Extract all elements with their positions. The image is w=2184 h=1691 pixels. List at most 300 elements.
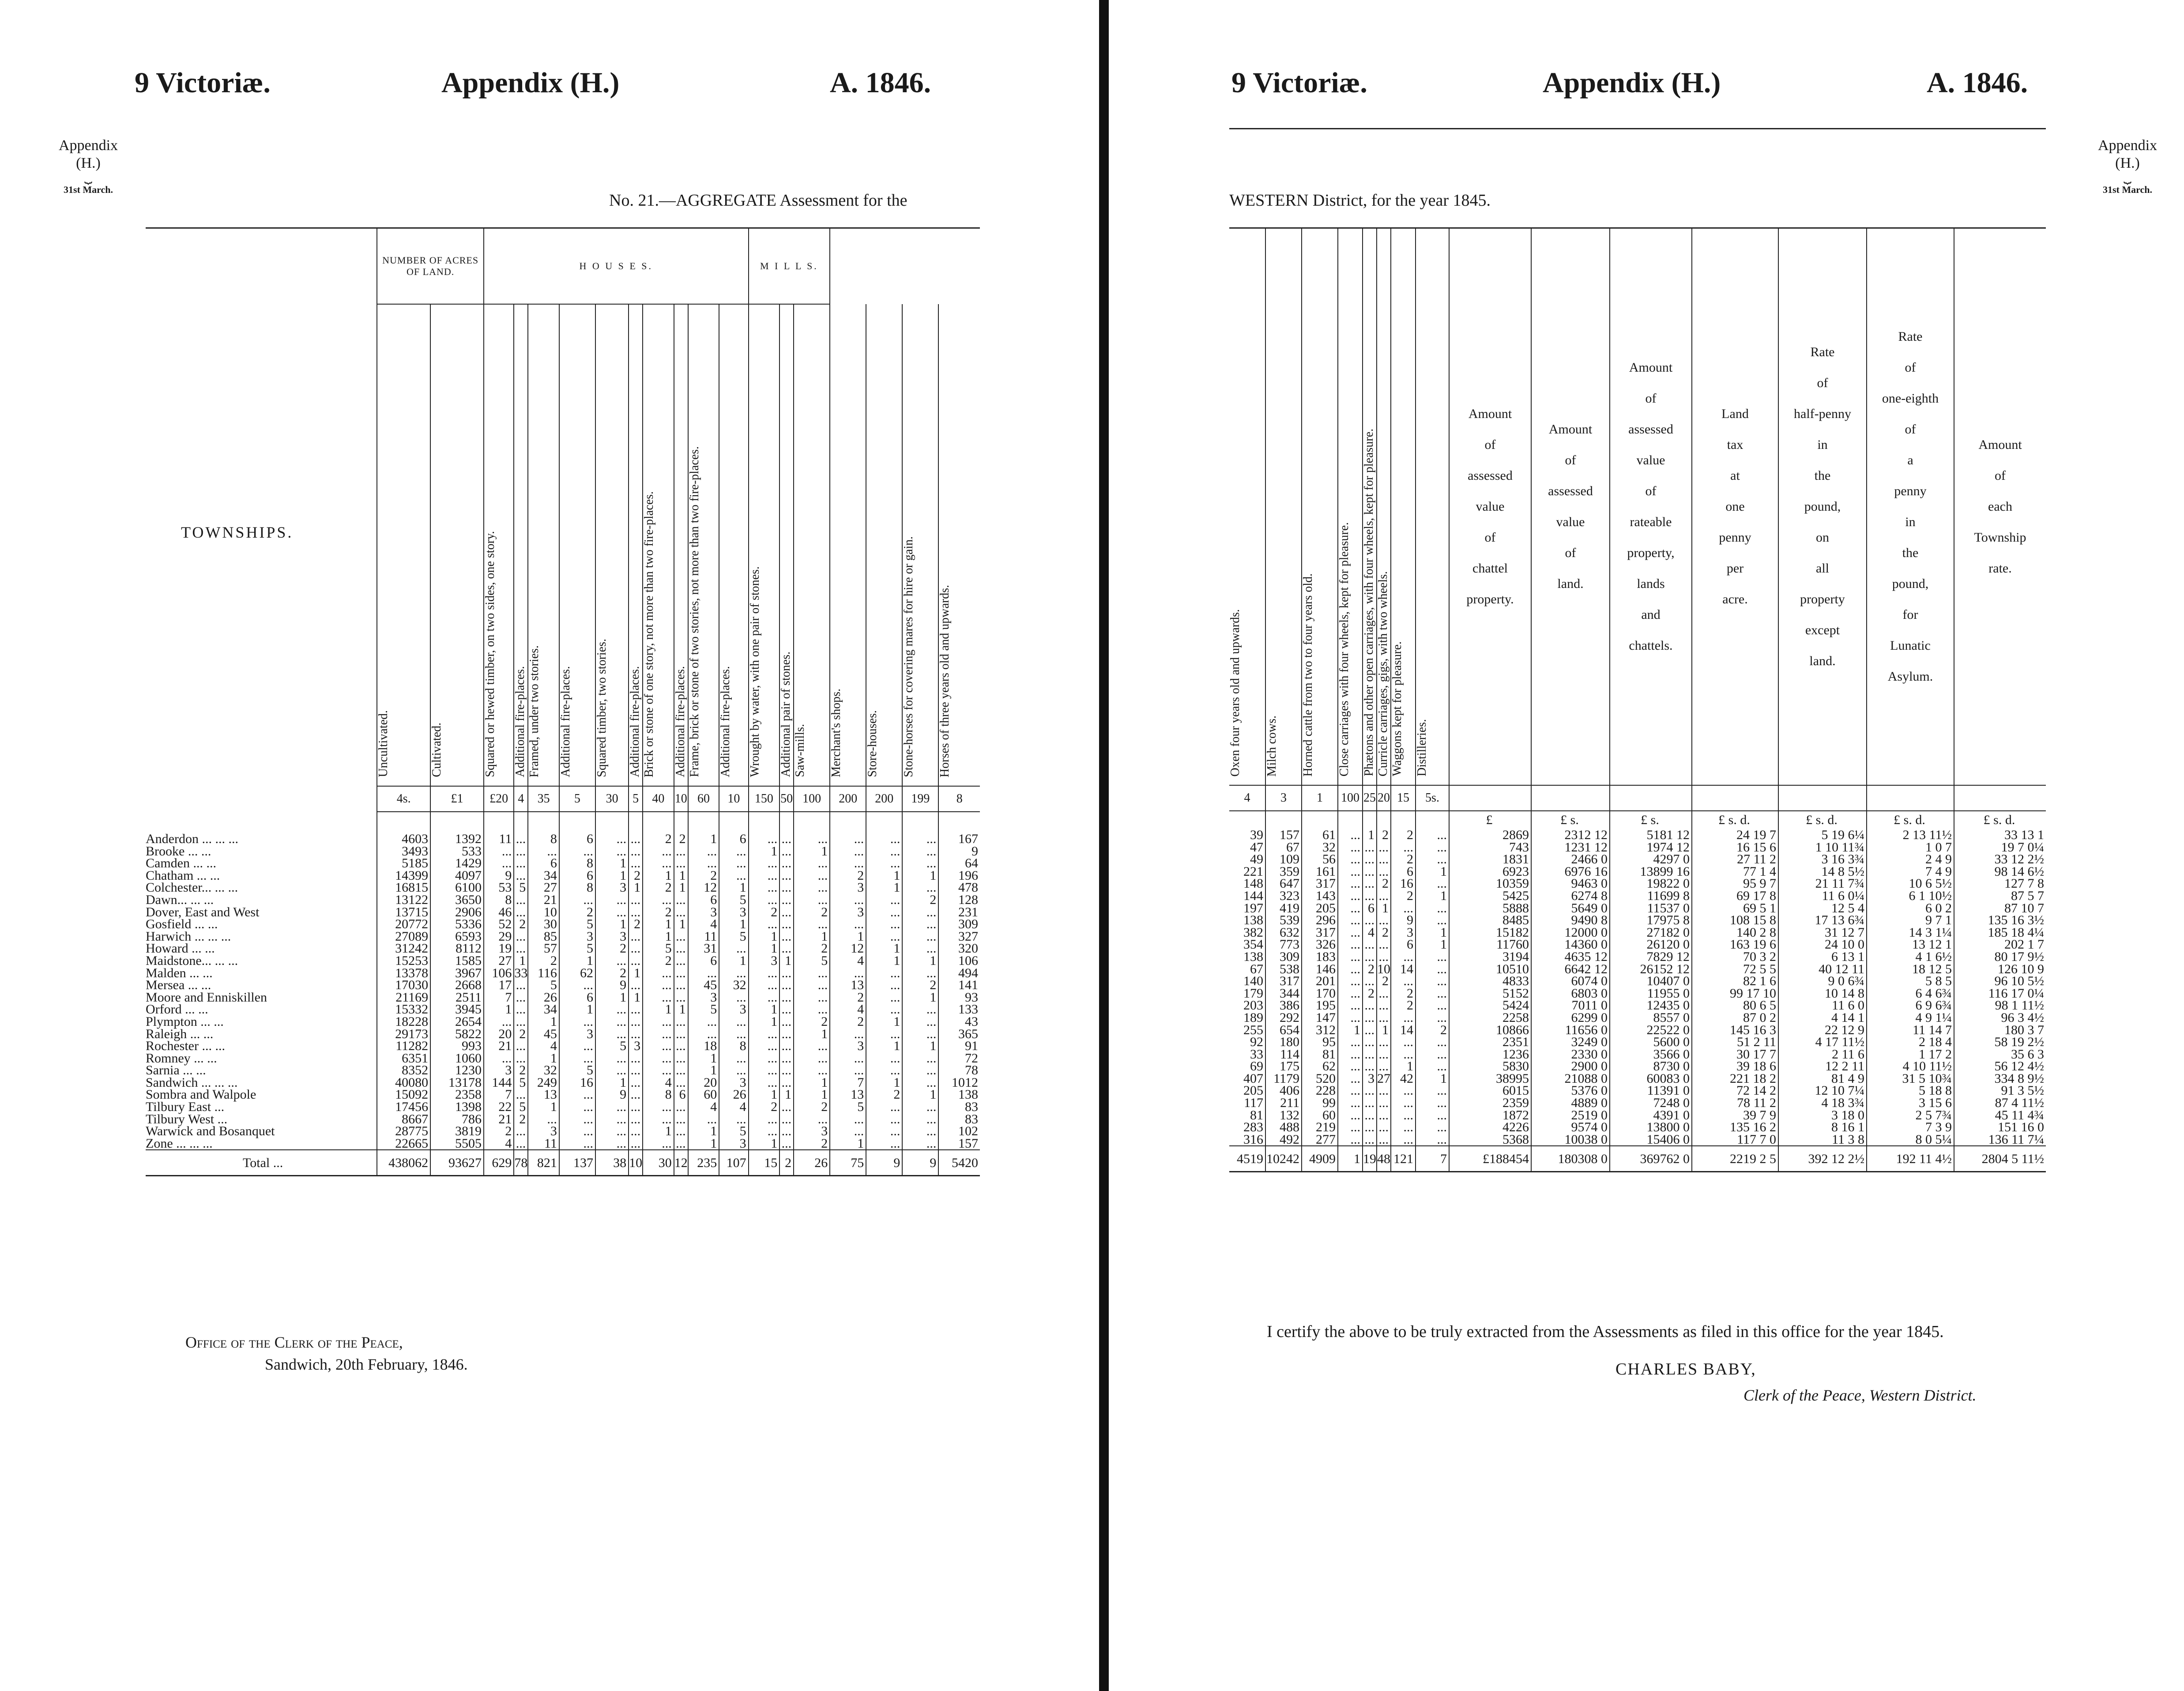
table-cell: 1: [1363, 829, 1377, 841]
table-cell: 138: [1243, 913, 1263, 928]
table-cell: ...: [643, 1028, 674, 1040]
table-cell: ...: [866, 894, 902, 906]
table-cell: 6074 0: [1531, 975, 1610, 987]
table-cell: ...: [643, 1064, 674, 1077]
township-name: Zone ... ... ...: [146, 1136, 213, 1151]
total-cell: 78: [514, 1150, 528, 1176]
table-cell: 354: [1243, 937, 1263, 952]
column-label: Horned cattle from two to four years old.: [1301, 573, 1315, 776]
table-cell: ...: [514, 1088, 528, 1101]
table-cell: ...: [595, 1137, 629, 1150]
table-row: [146, 955, 980, 967]
table-cell: 9: [484, 870, 514, 882]
table-cell: ...: [514, 906, 528, 919]
table-cell: 2258: [1449, 1012, 1531, 1024]
table-cell: ...: [1363, 1085, 1377, 1097]
units-label: £ s. d.: [1778, 811, 1867, 829]
table-cell: ...: [629, 1101, 643, 1113]
table-cell: 1: [528, 1052, 559, 1065]
table-cell: ...: [1416, 1036, 1449, 1048]
table-cell: 95 9 7: [1692, 878, 1778, 890]
table-cell: 11 6 0¼: [1778, 890, 1867, 902]
table-cell: ...: [1416, 902, 1449, 915]
table-cell: 5368: [1449, 1134, 1531, 1146]
table-cell: 4: [484, 1137, 514, 1150]
table-cell: ...: [749, 857, 780, 870]
column-header: [377, 304, 430, 786]
table-cell: 3: [794, 1125, 830, 1137]
table-cell: 2: [1391, 987, 1416, 1000]
table-cell: ...: [559, 1040, 595, 1052]
table-cell: 6976 16: [1531, 866, 1610, 878]
table-cell: 18 12 5: [1867, 963, 1954, 975]
total-cell: 9: [866, 1150, 902, 1176]
table-cell: ...: [595, 1016, 629, 1028]
table-cell: 6923: [1449, 866, 1531, 878]
column-rate: £1: [430, 786, 484, 812]
table-cell: 83: [938, 1113, 980, 1126]
table-cell: 1: [643, 1125, 674, 1137]
table-cell: ...: [866, 906, 902, 919]
table-cell: 62: [559, 967, 595, 979]
table-cell: 140: [1243, 974, 1263, 989]
column-rate: 50: [779, 786, 794, 812]
table-cell: 117: [1244, 1096, 1263, 1111]
table-cell: 1: [484, 1003, 514, 1016]
total-cell: 9: [902, 1150, 938, 1176]
table-cell: ...: [1338, 841, 1363, 854]
table-cell: 140 2 8: [1692, 926, 1778, 939]
column-label: Horses of three years old and upwards.: [938, 584, 952, 777]
table-cell: 3: [830, 1040, 866, 1052]
table-cell: 17 13 6¾: [1778, 914, 1867, 926]
table-cell: ...: [514, 894, 528, 906]
table-cell: 1230: [430, 1064, 484, 1077]
table-row: [1229, 1097, 2046, 1109]
table-cell: ...: [866, 1137, 902, 1150]
table-cell: 2: [1377, 878, 1391, 890]
group-acres: NUMBER OF ACRES OF LAND.: [377, 229, 484, 304]
table-cell: 10407 0: [1610, 975, 1692, 987]
table-cell: ...: [794, 918, 830, 930]
column-rate: 25: [1363, 785, 1377, 811]
table-cell: ...: [1391, 951, 1416, 963]
table-cell: ...: [1377, 951, 1391, 963]
table-row: [1229, 1012, 2046, 1024]
table-cell: 2351: [1449, 1036, 1531, 1048]
table-cell: ...: [1377, 890, 1391, 902]
table-cell: 16815: [377, 881, 430, 894]
table-cell: ...: [1338, 1036, 1363, 1048]
table-cell: ...: [595, 1101, 629, 1113]
table-cell: ...: [674, 845, 688, 858]
table-cell: 14: [1391, 1024, 1416, 1036]
table-cell: 221: [1243, 864, 1263, 879]
table-cell: 133: [938, 1003, 980, 1016]
table-cell: ...: [674, 979, 688, 991]
township-name: Romney ... ...: [146, 1051, 217, 1066]
table-cell: ...: [866, 1113, 902, 1126]
table-cell: ...: [794, 1052, 830, 1065]
table-cell: 309: [1265, 951, 1302, 963]
column-rate: 100: [1338, 785, 1363, 811]
table-cell: 2359: [1449, 1097, 1531, 1109]
column-rate: 3: [1265, 785, 1302, 811]
column-header: [674, 304, 688, 786]
table-cell: 5: [688, 1003, 719, 1016]
table-cell: 12000 0: [1531, 926, 1610, 939]
table-cell: 31242: [377, 942, 430, 955]
table-cell: 3 15 6: [1867, 1097, 1954, 1109]
total-cell: 369762 0: [1610, 1146, 1692, 1172]
table-cell: 98 1 11½: [1954, 999, 2046, 1012]
table-cell: 3: [749, 955, 780, 967]
table-cell: ...: [1377, 1085, 1391, 1097]
table-cell: 10: [1377, 961, 1390, 976]
table-cell: 6 1 10½: [1867, 890, 1954, 902]
column-label: Waggons kept for pleasure.: [1390, 641, 1404, 776]
table-cell: 1: [902, 1040, 938, 1052]
column-rate: 5: [559, 786, 595, 812]
appendix-header: Appendix (H.): [441, 67, 620, 99]
column-rate: 35: [528, 786, 559, 812]
table-cell: ...: [719, 1064, 748, 1077]
table-cell: ...: [629, 894, 643, 906]
table-cell: 11: [688, 930, 719, 943]
table-cell: ...: [902, 906, 938, 919]
table-cell: 18: [688, 1040, 719, 1052]
table-cell: 1: [688, 1125, 719, 1137]
table-cell: 1: [830, 1137, 866, 1150]
table-row: [1229, 999, 2046, 1012]
table-cell: 2: [902, 894, 938, 906]
table-cell: ...: [595, 1052, 629, 1065]
table-cell: 21: [484, 1113, 514, 1126]
table-cell: ...: [643, 1040, 674, 1052]
table-cell: ...: [1363, 1024, 1377, 1036]
table-cell: 1: [1416, 1073, 1449, 1085]
table-cell: ...: [1363, 1012, 1377, 1024]
table-cell: 249: [528, 1077, 559, 1089]
total-cell: 2219 2 5: [1692, 1146, 1778, 1172]
table-cell: ...: [749, 979, 780, 991]
column-rate: 100: [794, 786, 830, 812]
table-cell: 6803 0: [1531, 987, 1610, 1000]
table-cell: 1: [1416, 926, 1449, 939]
column-label: Frame, brick or stone of two stories, not more than two fire-places.: [687, 446, 701, 777]
table-cell: ...: [902, 918, 938, 930]
units-label: £ s. d.: [1692, 811, 1778, 829]
table-cell: 13: [830, 1088, 866, 1101]
table-cell: 67: [1265, 841, 1302, 854]
table-cell: 3945: [430, 1003, 484, 1016]
column-rate: 15: [1391, 785, 1416, 811]
table-row: [146, 918, 980, 930]
table-cell: 201: [1302, 975, 1338, 987]
table-cell: 2519 0: [1531, 1109, 1610, 1122]
table-cell: 8: [719, 1040, 748, 1052]
table-cell: 143: [1302, 890, 1338, 902]
table-cell: 334 8 9½: [1954, 1073, 2046, 1085]
table-cell: ...: [629, 1052, 643, 1065]
table-row: [146, 1088, 980, 1101]
table-cell: 14360 0: [1531, 938, 1610, 951]
table-cell: 211: [1265, 1097, 1302, 1109]
table-cell: 1: [866, 1040, 902, 1052]
table-cell: 27 11 2: [1692, 853, 1778, 866]
table-cell: ...: [643, 1137, 674, 1150]
table-row: [146, 991, 980, 1004]
table-cell: 1: [749, 845, 780, 858]
table-row: [1229, 926, 2046, 939]
table-cell: ...: [749, 881, 780, 894]
table-cell: 1: [528, 1101, 559, 1113]
table-cell: ...: [688, 845, 719, 858]
column-header: Amount of assessed value of land.: [1531, 229, 1610, 785]
table-cell: ...: [779, 894, 794, 906]
table-cell: ...: [514, 845, 528, 858]
table-cell: ...: [674, 1040, 688, 1052]
table-cell: 3: [559, 1028, 595, 1040]
table-cell: ...: [1363, 999, 1377, 1012]
table-cell: 5: [794, 955, 830, 967]
township-name: Plympton ... ...: [146, 1014, 224, 1029]
table-cell: 13: [830, 979, 866, 991]
table-cell: ...: [674, 1137, 688, 1150]
table-cell: 8 0 5¼: [1867, 1134, 1954, 1146]
table-cell: ...: [688, 1016, 719, 1028]
table-cell: 5376 0: [1531, 1085, 1610, 1097]
table-cell: 148: [1243, 876, 1263, 891]
table-cell: 32: [719, 979, 748, 991]
table-cell: 27182 0: [1610, 926, 1692, 939]
total-cell: 629: [484, 1150, 514, 1176]
table-cell: ...: [1416, 1048, 1449, 1061]
table-cell: 11537 0: [1610, 902, 1692, 915]
table-cell: 20772: [377, 918, 430, 930]
table-cell: ...: [866, 967, 902, 979]
table-cell: 99: [1302, 1097, 1338, 1109]
table-cell: ...: [719, 845, 748, 858]
table-cell: ...: [1338, 926, 1363, 939]
table-cell: 60: [688, 1088, 719, 1101]
table-cell: ...: [779, 967, 794, 979]
table-cell: ...: [674, 1125, 688, 1137]
table-cell: 2: [749, 906, 780, 919]
group-houses: H O U S E S.: [484, 229, 749, 304]
table-cell: ...: [1377, 1109, 1391, 1122]
margin-appendix: Appendix: [2097, 137, 2158, 154]
table-cell: 5: [719, 894, 748, 906]
table-cell: 46: [484, 906, 514, 919]
table-cell: 1429: [430, 857, 484, 870]
table-cell: ...: [595, 1113, 629, 1126]
table-cell: ...: [514, 979, 528, 991]
table-cell: 2: [1391, 853, 1416, 866]
table-cell: 1: [749, 942, 780, 955]
column-header: [1416, 229, 1449, 785]
table-row: [146, 1003, 980, 1016]
table-cell: 20: [484, 1028, 514, 1040]
table-cell: 13715: [377, 906, 430, 919]
table-row: [1229, 1036, 2046, 1048]
table-cell: ...: [866, 930, 902, 943]
total-cell: 235: [688, 1150, 719, 1176]
table-cell: 2: [1416, 1024, 1449, 1036]
table-cell: 3967: [430, 967, 484, 979]
table-cell: 21: [484, 1040, 514, 1052]
total-cell: 30: [643, 1150, 674, 1176]
total-cell: 26: [794, 1150, 830, 1176]
table-cell: 4 14 1: [1778, 1012, 1867, 1024]
table-cell: 135 16 2: [1692, 1121, 1778, 1134]
table-cell: ...: [902, 942, 938, 955]
table-cell: ...: [595, 955, 629, 967]
table-cell: 478: [938, 881, 980, 894]
table-cell: ...: [902, 1003, 938, 1016]
table-cell: ...: [629, 833, 643, 845]
table-cell: 1: [595, 1077, 629, 1089]
table-cell: 8: [643, 1088, 674, 1101]
table-cell: 1: [794, 1028, 830, 1040]
table-cell: 1: [643, 1003, 674, 1016]
table-cell: 4 18 3¾: [1778, 1097, 1867, 1109]
table-cell: 14 8 5½: [1778, 866, 1867, 878]
township-name: Sandwich ... ... ...: [146, 1075, 238, 1090]
table-cell: ...: [1363, 914, 1377, 926]
table-cell: 87 10 7: [1954, 902, 2046, 915]
column-label: Additional fire-places.: [628, 666, 642, 777]
table-cell: 4: [688, 1101, 719, 1113]
table-cell: 2: [629, 918, 643, 930]
table-cell: ...: [749, 1028, 780, 1040]
table-cell: ...: [559, 1101, 595, 1113]
table-cell: 132: [1265, 1109, 1302, 1122]
table-cell: ...: [779, 1040, 794, 1052]
table-row: [146, 1101, 980, 1113]
column-header: [794, 304, 830, 786]
table-cell: 1: [902, 870, 938, 882]
table-cell: 33 13 1: [1954, 829, 2046, 841]
appendix-header: Appendix (H.): [1543, 67, 1721, 99]
table-cell: 179: [1243, 986, 1263, 1001]
table-cell: 205: [1302, 902, 1338, 915]
table-cell: ...: [1416, 1134, 1449, 1146]
table-cell: ...: [1363, 841, 1377, 854]
table-cell: 53: [484, 881, 514, 894]
table-cell: 1: [688, 1064, 719, 1077]
table-cell: 5 19 6¼: [1778, 829, 1867, 841]
table-cell: ...: [1363, 1060, 1377, 1073]
table-cell: 1: [1416, 938, 1449, 951]
table-row: [1229, 829, 2046, 841]
table-cell: 1: [719, 955, 748, 967]
table-cell: 2906: [430, 906, 484, 919]
table-cell: 24 19 7: [1692, 829, 1778, 841]
table-cell: 5: [830, 1101, 866, 1113]
table-cell: 11 6 0: [1778, 999, 1867, 1012]
table-cell: ...: [1338, 1060, 1363, 1073]
table-cell: 1 0 7: [1867, 841, 1954, 854]
table-cell: 27: [1377, 1071, 1390, 1086]
table-cell: 87 4 11½: [1954, 1097, 2046, 1109]
table-cell: ...: [674, 1016, 688, 1028]
table-cell: 87 5 7: [1954, 890, 2046, 902]
table-cell: 1: [595, 918, 629, 930]
column-header: [749, 304, 780, 786]
table-cell: 1: [595, 991, 629, 1004]
table-cell: 2: [1377, 829, 1391, 841]
column-label: Additional fire-places.: [673, 666, 687, 777]
table-cell: 56 12 4½: [1954, 1060, 2046, 1073]
column-header: [1229, 229, 1265, 785]
table-cell: ...: [514, 1052, 528, 1065]
table-cell: 3: [528, 1125, 559, 1137]
table-cell: 1: [794, 845, 830, 858]
table-cell: 2 5 7¾: [1867, 1109, 1954, 1122]
table-cell: 6642 12: [1531, 963, 1610, 975]
table-cell: 3: [830, 906, 866, 919]
table-cell: ...: [1416, 951, 1449, 963]
brace-icon: ⏟: [84, 169, 92, 184]
table-cell: 9: [938, 845, 980, 858]
table-cell: ...: [674, 930, 688, 943]
table-cell: 4391 0: [1610, 1109, 1692, 1122]
table-cell: ...: [902, 1137, 938, 1150]
group-mills: M I L L S.: [749, 229, 830, 304]
table-row: [1229, 1121, 2046, 1134]
table-cell: 1: [830, 930, 866, 943]
table-cell: ...: [1338, 951, 1363, 963]
table-cell: ...: [1391, 1085, 1416, 1097]
table-cell: 2: [643, 881, 674, 894]
township-name: Orford ... ...: [146, 1002, 208, 1017]
table-row: [146, 1016, 980, 1028]
assessment-table-left: [146, 229, 980, 1176]
table-cell: 5830: [1449, 1060, 1531, 1073]
signatory-title: Clerk of the Peace, Western District.: [1743, 1386, 1977, 1404]
office-line: Office of the Clerk of the Peace,: [185, 1333, 403, 1351]
table-row: [1229, 1073, 2046, 1085]
township-name: Brooke ... ...: [146, 844, 211, 859]
column-header: [430, 304, 484, 786]
table-cell: ...: [1338, 938, 1363, 951]
table-cell: 70 3 2: [1692, 951, 1778, 963]
table-cell: ...: [514, 1003, 528, 1016]
table-cell: 219: [1302, 1121, 1338, 1134]
table-cell: 170: [1302, 987, 1338, 1000]
table-row: [1229, 1060, 2046, 1073]
table-cell: 2: [514, 918, 528, 930]
units-label: £ s. d.: [1867, 811, 1954, 829]
signatory-name: CHARLES BABY,: [1615, 1360, 1756, 1378]
table-cell: 29173: [377, 1028, 430, 1040]
table-cell: ...: [629, 930, 643, 943]
table-cell: 17456: [377, 1101, 430, 1113]
table-cell: 2: [830, 991, 866, 1004]
column-label: Distilleries.: [1415, 719, 1429, 776]
table-cell: 520: [1302, 1073, 1338, 1085]
table-cell: 538: [1265, 963, 1302, 975]
table-cell: ...: [830, 1064, 866, 1077]
table-cell: 3: [595, 930, 629, 943]
table-cell: 13899 16: [1610, 866, 1692, 878]
table-cell: 69 5 1: [1692, 902, 1778, 915]
table-cell: ...: [794, 894, 830, 906]
table-cell: ...: [514, 1137, 528, 1150]
table-cell: 3: [595, 881, 629, 894]
table-cell: 1: [688, 1137, 719, 1150]
